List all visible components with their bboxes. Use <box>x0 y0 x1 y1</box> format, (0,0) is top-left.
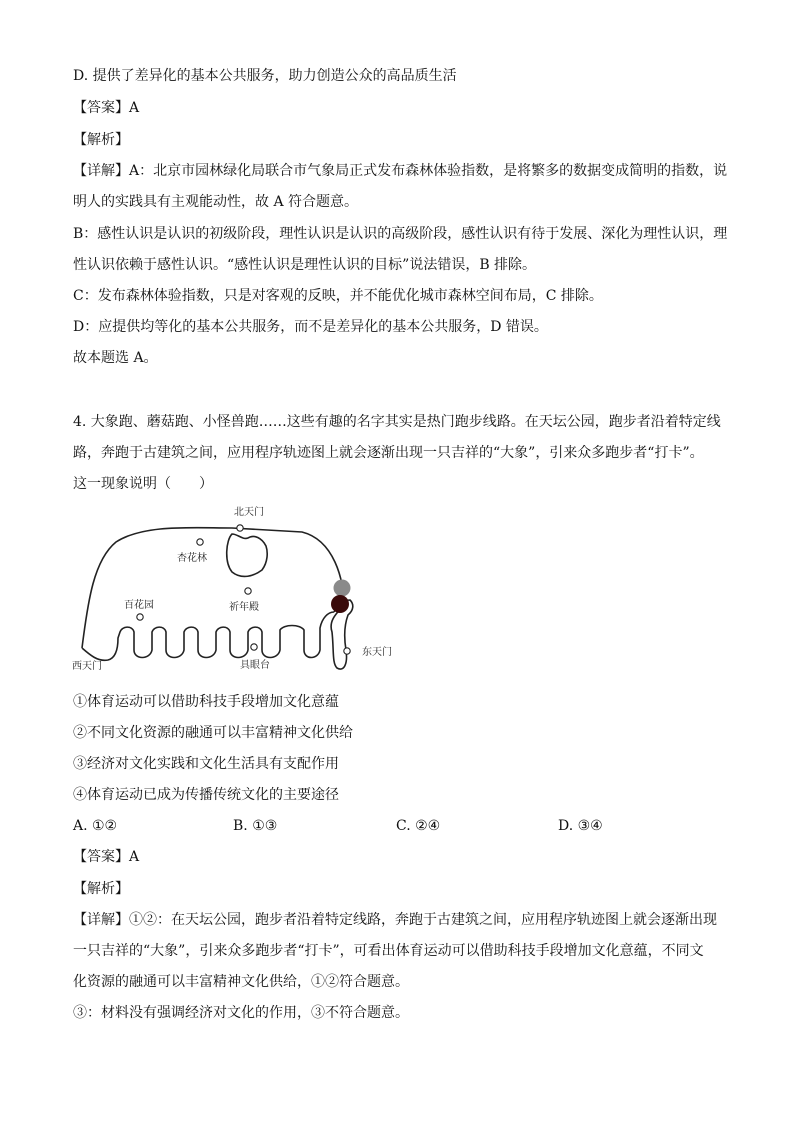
apricot-grove-label: 杏花林 <box>177 553 207 564</box>
q3-c-line: C：发布森林体验指数，只是对客观的反映，并不能优化城市森林空间布局，C 排除。 <box>73 288 603 304</box>
juyan-platform-label: 具眼台 <box>240 660 270 671</box>
q3-conclusion: 故本题选 A。 <box>73 350 158 366</box>
east-gate-point <box>344 648 350 654</box>
q4-option-a: A. ①② <box>73 818 118 834</box>
north-gate-label: 北天门 <box>234 507 264 518</box>
q4-statement-2: ②不同文化资源的融通可以丰富精神文化供给 <box>73 725 353 741</box>
q4-statement-4: ④体育运动已成为传播传统文化的主要途径 <box>73 787 339 803</box>
q3-b-line1: B：感性认识是认识的初级阶段，理性认识是认识的高级阶段，感性认识有待于发展、深化为理性认识，理 <box>73 226 728 242</box>
q3-option-d: D. 提供了差异化的基本公共服务，助力创造公众的高品质生活 <box>73 68 457 84</box>
q4-answer: 【答案】A <box>73 849 140 865</box>
q4-analysis-label: 【解析】 <box>73 881 129 897</box>
apricot-grove-point <box>197 539 203 545</box>
q4-statement-1: ①体育运动可以借助科技手段增加文化意蕴 <box>73 694 339 710</box>
q4-option-d: D. ③④ <box>558 818 603 834</box>
temple-loop-path <box>227 534 267 576</box>
q3-detail-line2: 明人的实践具有主观能动性，故 A 符合题意。 <box>73 194 359 210</box>
elephant-route-map <box>72 500 412 682</box>
q4-option-b: B. ①③ <box>233 818 278 834</box>
q4-statement-3: ③经济对文化实践和文化生活具有支配作用 <box>73 756 339 772</box>
q4-detail-line4: ③：材料没有强调经济对文化的作用，③不符合题意。 <box>73 1005 409 1021</box>
east-gate-label: 东天门 <box>362 647 392 658</box>
q4-stem-line3: 这一现象说明（ ） <box>73 476 213 492</box>
west-gate-label: 西天门 <box>72 661 102 672</box>
elephant-route-path <box>82 528 353 669</box>
q3-analysis-label: 【解析】 <box>73 132 129 148</box>
q3-detail-line1: 【详解】A：北京市园林绿化局联合市气象局正式发布森林体验指数，是将繁多的数据变成简明的指数，说 <box>73 163 728 179</box>
qinian-hall-label: 祈年殿 <box>229 602 259 613</box>
juyan-platform-point <box>251 644 257 650</box>
q4-option-c: C. ②④ <box>396 818 441 834</box>
q4-detail-line3: 化资源的融通可以丰富精神文化供给，①②符合题意。 <box>73 974 409 990</box>
baihua-garden-point <box>137 614 143 620</box>
q3-d-line: D：应提供均等化的基本公共服务，而不是差异化的基本公共服务，D 错误。 <box>73 319 548 335</box>
north-gate-point <box>237 525 243 531</box>
q3-b-line2: 性认识依赖于感性认识。“感性认识是理性认识的目标”说法错误，B 排除。 <box>73 257 537 273</box>
q4-detail-line1: 【详解】①②：在天坛公园，跑步者沿着特定线路，奔跑于古建筑之间，应用程序轨迹图上就会逐渐出现 <box>73 912 717 928</box>
q4-stem-line2: 路，奔跑于古建筑之间，应用程序轨迹图上就会逐渐出现一只吉祥的“大象”，引来众多跑步者“打卡”。 <box>73 445 704 461</box>
q4-stem-line1: 4. 大象跑、蘑菇跑、小怪兽跑……这些有趣的名字其实是热门跑步线路。在天坛公园，跑步者沿着特定线 <box>73 414 721 430</box>
qinian-hall-point <box>245 588 251 594</box>
baihua-garden-label: 百花园 <box>124 600 154 611</box>
q3-answer: 【答案】A <box>73 100 140 116</box>
q4-detail-line2: 一只吉祥的“大象”，引来众多跑步者“打卡”，可看出体育运动可以借助科技手段增加文化意蕴，不同文 <box>73 943 704 959</box>
elephant-trunk-marker <box>331 595 349 613</box>
elephant-eye-marker <box>334 580 351 597</box>
